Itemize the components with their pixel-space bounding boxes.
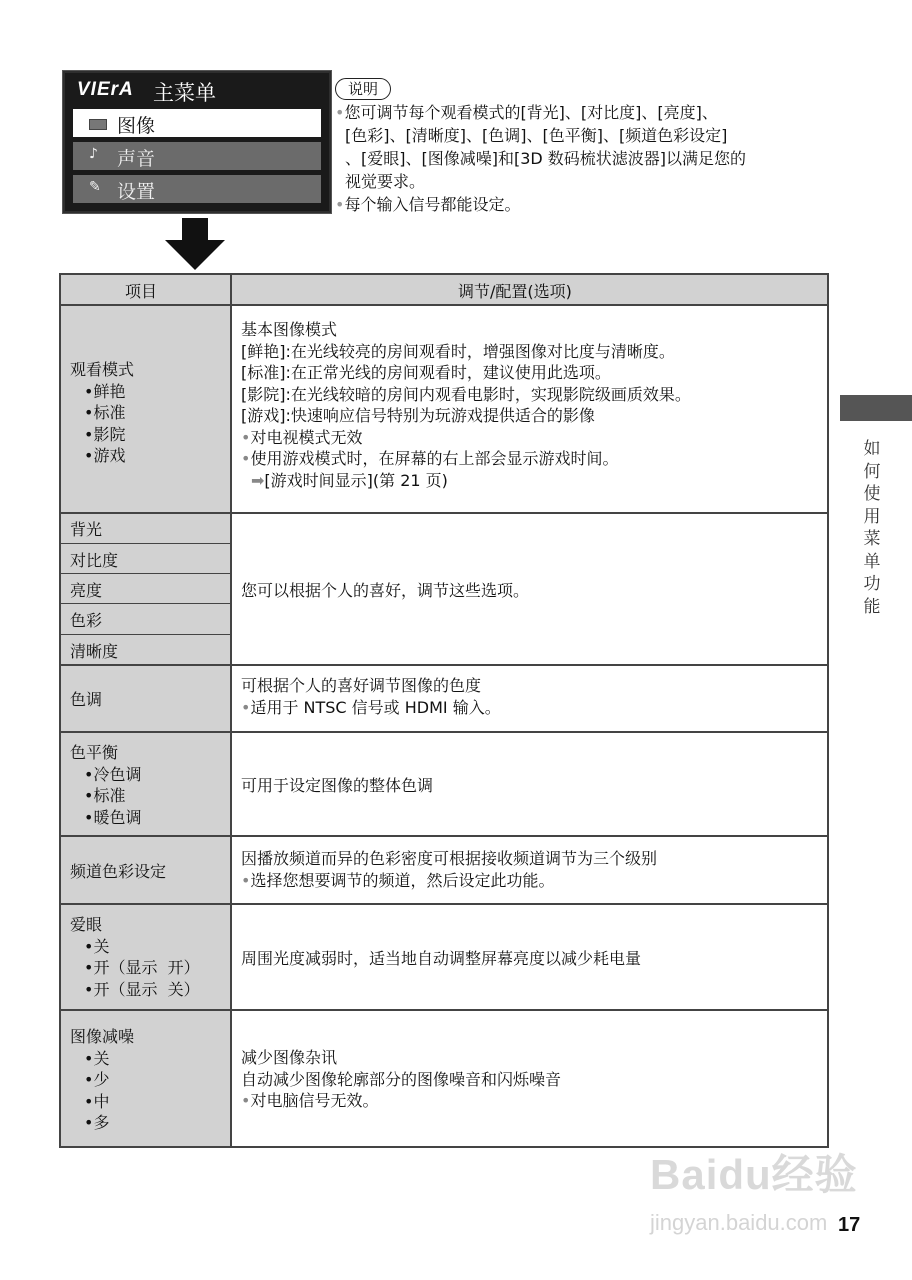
viewing-mode-label: 观看模式 [70, 360, 135, 379]
option [70, 381, 220, 403]
page-number: 17 [838, 1214, 861, 1236]
note-line: •适用于 NTSC 信号或 HDMI 输入。 [241, 697, 501, 717]
bullet-icon: • [241, 697, 251, 717]
bullet-icon: • [84, 1113, 94, 1132]
side-tab-text: 如何使用菜单功能 [863, 439, 881, 617]
viewing-mode-cell [70, 359, 220, 467]
menu-title: 主菜单 [153, 81, 216, 105]
item-channel-color: 频道色彩设定 [70, 862, 167, 881]
option: •冷色调 [84, 764, 142, 784]
option: •关 [84, 936, 110, 956]
bullet-icon: • [84, 1091, 94, 1111]
bullet-icon: • [84, 381, 94, 401]
side-tab-marker [840, 395, 912, 421]
option [70, 424, 220, 446]
note-tag: 说明 [335, 78, 391, 100]
desc-line: 可根据个人的喜好调节图像的色度 [241, 676, 482, 695]
desc-line: 减少图像杂讯 [241, 1048, 338, 1067]
arrow-right-icon: ➡ [251, 470, 265, 490]
bullet-icon: • [335, 195, 345, 214]
color-balance-desc: 可用于设定图像的整体色调 [241, 776, 434, 795]
option-label: 鲜艳 [93, 381, 126, 401]
note-line: 您可调节每个观看模式的[背光]、[对比度]、[亮度]、 [344, 103, 718, 122]
menu-item-sound[interactable] [73, 142, 321, 170]
bullet-icon: • [84, 786, 94, 805]
wrench-icon: ✎ [89, 179, 101, 195]
note-bullet-1 [335, 101, 718, 125]
bullet-icon: • [84, 936, 94, 956]
option: •标准 [84, 786, 126, 805]
eco-cell [70, 914, 220, 1000]
bullet-icon: • [241, 427, 251, 447]
option: •开（显示 关） [84, 979, 200, 999]
bullet-icon: • [241, 449, 251, 468]
bullet-icon: • [84, 958, 94, 977]
option: •中 [84, 1091, 110, 1111]
hue-desc [241, 675, 821, 718]
desc-line: [鲜艳]:在光线较亮的房间观看时，增强图像对比度与清晰度。 [241, 341, 675, 361]
item-contrast: 对比度 [70, 551, 119, 570]
desc-line: [标准]:在正常光线的房间观看时，建议使用此选项。 [241, 363, 611, 382]
nr-desc [241, 1047, 821, 1112]
item-sharpness: 清晰度 [70, 642, 119, 661]
viewing-mode-desc [241, 319, 821, 491]
down-arrow-icon [165, 218, 225, 270]
desc-line: 基本图像模式 [241, 320, 338, 339]
bullet-icon: • [335, 103, 345, 122]
note-line: •使用游戏模式时，在屏幕的右上部会显示游戏时间。 [241, 449, 619, 468]
channel-color-desc [241, 848, 821, 891]
bullet-icon: • [84, 424, 94, 444]
eco-label: 爱眼 [70, 915, 103, 934]
bullet-icon: • [84, 446, 94, 465]
bullet-icon: • [84, 403, 94, 422]
desc-line: 自动减少图像轮廓部分的图像噪音和闪烁噪音 [241, 1069, 562, 1089]
bullet-icon: • [241, 870, 251, 890]
desc-line: 因播放频道而异的色彩密度可根据接收频道调节为三个级别 [241, 849, 658, 868]
bullet-icon: • [84, 1070, 94, 1089]
option: •开（显示 开） [84, 958, 200, 977]
option [70, 445, 220, 467]
option: •暖色调 [84, 807, 142, 827]
eco-desc: 周围光度减弱时，适当地自动调整屏幕亮度以减少耗电量 [241, 949, 642, 968]
option [70, 402, 220, 424]
bullet-icon: • [84, 764, 94, 784]
tv-main-menu [62, 70, 332, 214]
desc-line: [影院]:在光线较暗的房间内观看电影时，实现影院级画质效果。 [241, 384, 691, 404]
color-balance-cell [70, 742, 220, 828]
group-desc: 您可以根据个人的喜好，调节这些选项。 [241, 581, 530, 600]
menu-item-label: 图像 [117, 115, 156, 137]
bullet-icon: • [84, 979, 94, 999]
option-label: 标准 [93, 403, 126, 422]
picture-icon [89, 119, 107, 130]
menu-item-label: 声音 [117, 148, 156, 170]
menu-item-setup[interactable] [73, 175, 321, 203]
nr-label: 图像减噪 [70, 1027, 135, 1046]
note-line: •对电视模式无效 [241, 427, 363, 447]
item-brightness: 亮度 [70, 581, 103, 600]
note-line: •对电脑信号无效。 [241, 1091, 379, 1110]
note-line: •选择您想要调节的频道，然后设定此功能。 [241, 870, 555, 890]
option: •多 [84, 1113, 110, 1132]
bullet-icon: • [84, 1048, 94, 1068]
page-ref-link[interactable]: ➡[游戏时间显示](第 21 页) [251, 470, 448, 490]
option: •关 [84, 1048, 110, 1068]
item-color: 色彩 [70, 611, 103, 630]
note-bullet-2 [335, 193, 520, 217]
header-adjust: 调节/配置(选项) [458, 282, 572, 301]
bullet-icon: • [241, 1091, 251, 1110]
header-item: 项目 [125, 282, 158, 301]
note-line: [色彩]、[清晰度]、[色调]、[色平衡]、[频道色彩设定] [345, 126, 728, 145]
nr-cell [70, 1026, 220, 1134]
item-backlight: 背光 [70, 520, 103, 539]
baidu-watermark-url: jingyan.baidu.com [650, 1210, 828, 1235]
viera-logo: VIErA [77, 79, 134, 100]
note-line: 、[爱眼]、[图像减噪]和[3D 数码梳状滤波器]以满足您的 [345, 149, 747, 168]
menu-item-label: 设置 [117, 181, 156, 203]
color-balance-label: 色平衡 [70, 743, 119, 762]
item-hue: 色调 [70, 690, 103, 709]
note-line: 每个输入信号都能设定。 [344, 195, 521, 214]
option: •少 [84, 1070, 110, 1089]
option-label: 游戏 [93, 446, 126, 465]
desc-line: [游戏]:快速响应信号特别为玩游戏提供适合的影像 [241, 406, 595, 425]
baidu-watermark: Baidu经验 [650, 1151, 858, 1198]
option-label: 影院 [93, 424, 126, 444]
note-icon: ♪ [89, 146, 98, 162]
menu-header [63, 71, 331, 107]
bullet-icon: • [84, 807, 94, 827]
menu-item-picture[interactable] [73, 109, 321, 137]
note-line: 视觉要求。 [345, 172, 426, 191]
